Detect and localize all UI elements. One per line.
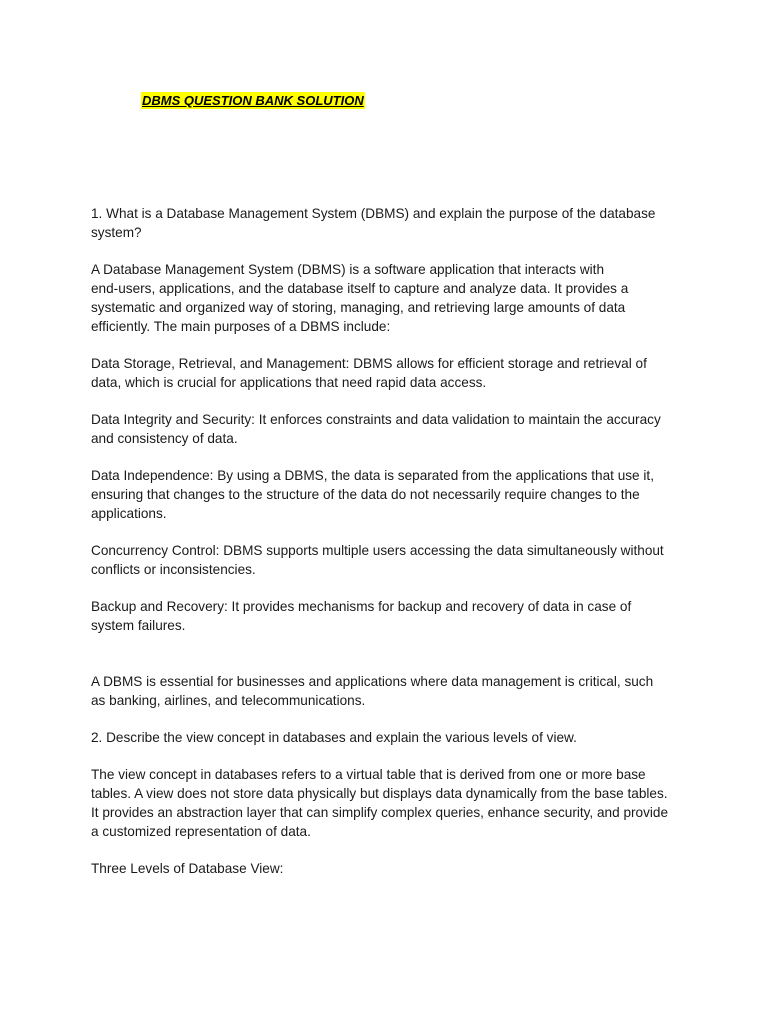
paragraph-line: A DBMS is essential for businesses and applications where data management is critical, such [91, 674, 654, 689]
question-1 [91, 204, 691, 242]
paragraph-line: It provides an abstraction layer that can simplify complex queries, enhance security, and provide [91, 805, 669, 820]
paragraph-line: tables. A view does not store data physically but displays data dynamically from the base tables. [91, 786, 668, 801]
paragraph-line: Data Independence: By using a DBMS, the data is separated from the applications that use it, [91, 468, 654, 483]
paragraph-line: A Database Management System (DBMS) is a software application that interacts with [91, 262, 605, 277]
document-body [91, 204, 691, 896]
purpose-concurrency-control [91, 541, 691, 579]
paragraph-line: Concurrency Control: DBMS supports multiple users accessing the data simultaneously without [91, 543, 664, 558]
purpose-data-independence [91, 466, 691, 523]
paragraph-line: Data Integrity and Security: It enforces constraints and data validation to maintain the accuracy [91, 412, 661, 427]
question-2 [91, 728, 691, 747]
paragraph-line: end-users, applications, and the database itself to capture and analyze data. It provides a [91, 281, 629, 296]
paragraph-line: as banking, airlines, and telecommunications. [91, 693, 366, 708]
paragraph-line: The view concept in databases refers to a virtual table that is derived from one or more base [91, 767, 646, 782]
answer-1-conclusion [91, 672, 691, 710]
paragraph-line: Three Levels of Database View: [91, 861, 284, 876]
purpose-data-integrity [91, 410, 691, 448]
document-title: DBMS QUESTION BANK SOLUTION [142, 93, 364, 108]
question-1-line: 1. What is a Database Management System (DBMS) and explain the purpose of the database [91, 206, 656, 221]
paragraph-line: efficiently. The main purposes of a DBMS include: [91, 319, 391, 334]
paragraph-line: conflicts or inconsistencies. [91, 562, 256, 577]
question-2-line: 2. Describe the view concept in databases and explain the various levels of view. [91, 730, 577, 745]
answer-2 [91, 765, 691, 841]
question-1-line: system? [91, 225, 142, 240]
paragraph-line: systematic and organized way of storing, managing, and retrieving large amounts of data [91, 300, 626, 315]
paragraph-line: data, which is crucial for applications that need rapid data access. [91, 375, 487, 390]
purpose-backup-recovery [91, 597, 691, 635]
paragraph-line: a customized representation of data. [91, 824, 311, 839]
paragraph-line: and consistency of data. [91, 431, 238, 446]
paragraph-line: applications. [91, 506, 167, 521]
paragraph-line: Backup and Recovery: It provides mechanisms for backup and recovery of data in case of [91, 599, 632, 614]
answer-1-intro [91, 260, 691, 336]
levels-heading [91, 859, 691, 878]
paragraph-line: system failures. [91, 618, 186, 633]
purpose-data-storage [91, 354, 691, 392]
paragraph-line: ensuring that changes to the structure of the data do not necessarily require changes to the [91, 487, 640, 502]
paragraph-line: Data Storage, Retrieval, and Management: DBMS allows for efficient storage and retrieval of [91, 356, 647, 371]
